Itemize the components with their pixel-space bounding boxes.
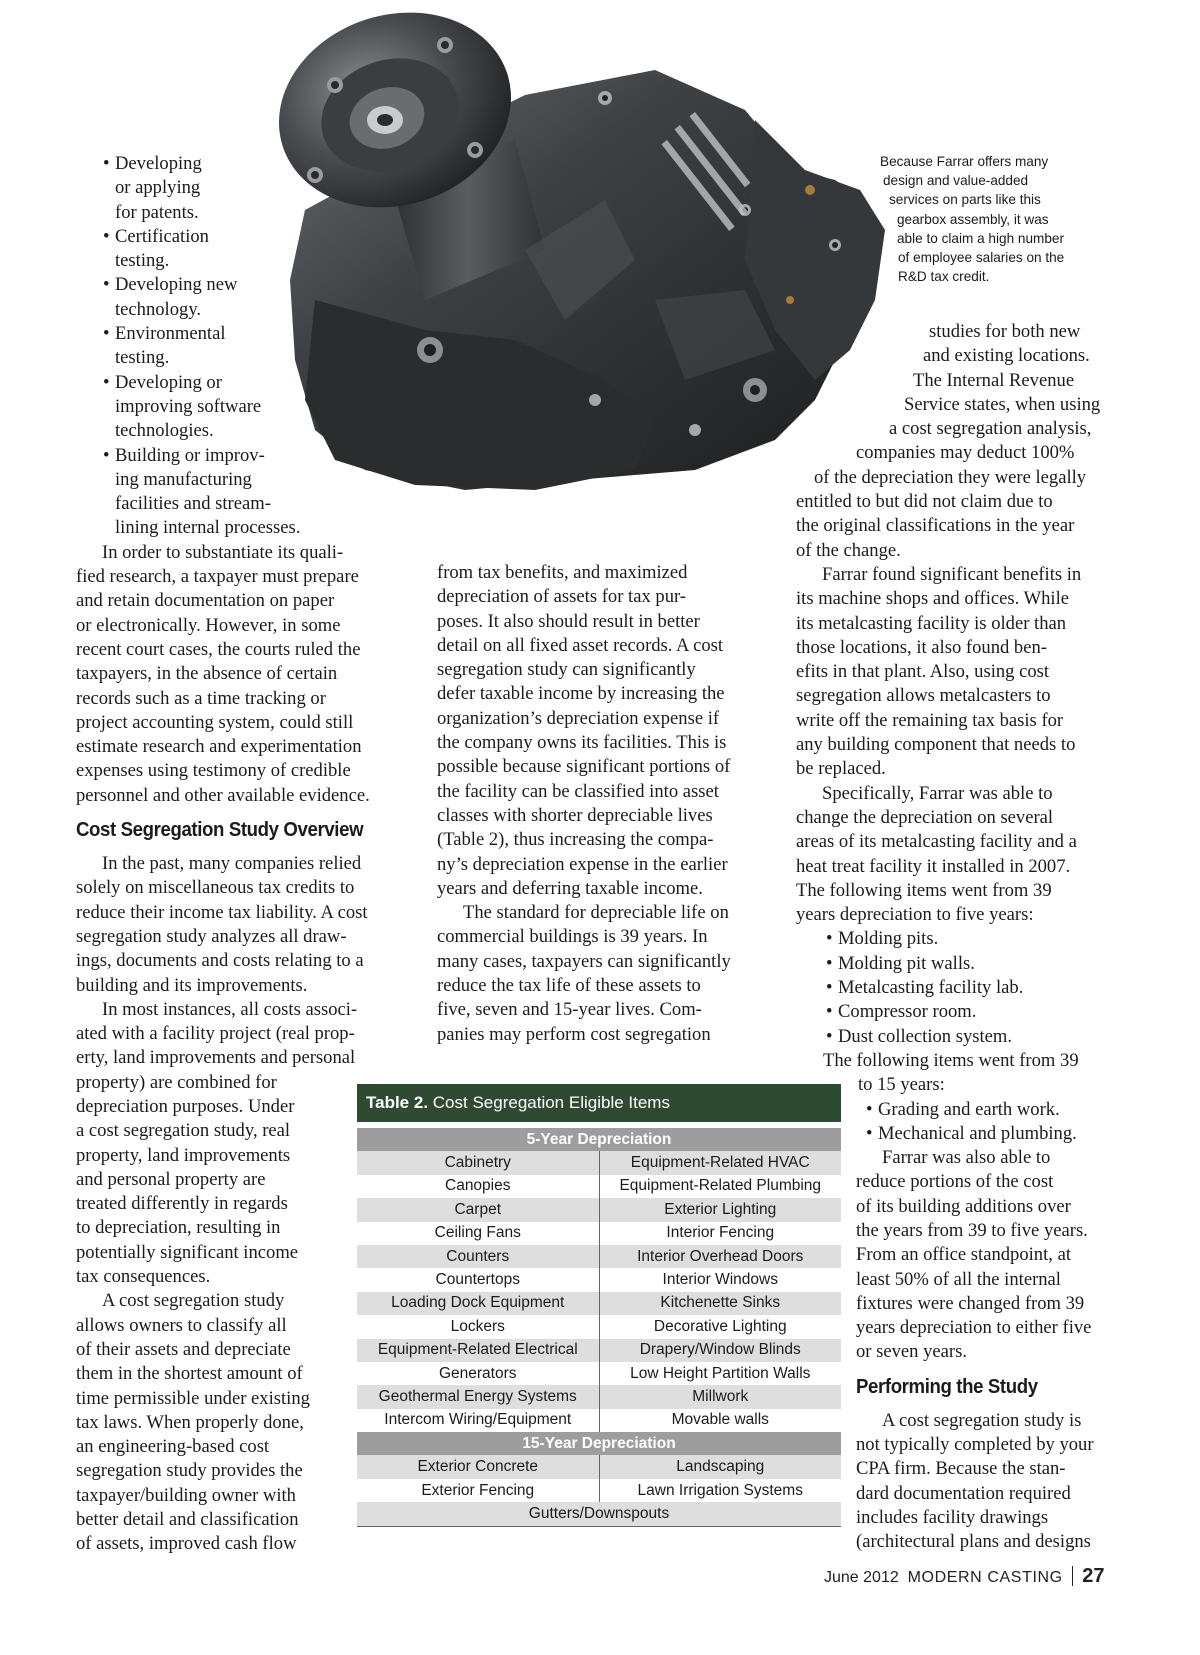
paragraph: The standard for depreciable life on commercial buildings is 39 years. In many cases, taxpayers can significantly reduce the tax life of these assets to five, seven and 15-year lives. Com- panies may perform cost segregation <box>437 902 731 1045</box>
fifteen-year-items-list <box>851 1098 1136 1147</box>
caption-line: design and value-added <box>883 173 1029 189</box>
column-right <box>796 320 1136 1555</box>
table-title <box>357 1084 841 1122</box>
table-row: Exterior Fencing Lawn Irrigation Systems <box>357 1479 841 1502</box>
list-item: • Compressor room. <box>811 1000 1136 1024</box>
table-row: Countertops Interior Windows <box>357 1268 841 1291</box>
table-label: Table 2. <box>366 1093 429 1112</box>
list-item: • Mechanical and plumbing. <box>851 1122 1136 1146</box>
paragraph: Farrar was also able to reduce portions of the cost of its building additions over the years from 39 to five years. From an office standpoint, at least 50% of all the internal fixtures were changed from 39 years depreciation to either five or seven years. <box>856 1147 1092 1363</box>
table-row: Lockers Decorative Lighting <box>357 1315 841 1338</box>
table-row: Canopies Equipment-Related Plumbing <box>357 1175 841 1198</box>
list-item: • Building or improv- ing manufacturing facilities and stream- lining internal processes. <box>88 444 406 541</box>
list-item: • Molding pits. <box>811 927 1136 951</box>
list-item: • Developing or applying for patents. <box>88 152 406 225</box>
footer-divider <box>1072 1566 1074 1586</box>
table-2 <box>357 1084 841 1527</box>
photo-caption <box>880 152 1140 286</box>
section-heading: Performing the Study <box>856 1375 1038 1398</box>
paragraph: In the past, many companies relied solely on miscellaneous tax credits to reduce their income tax liability. A cost segregation study analyzes all draw- ings, documents and costs relating to a building and its improvements. <box>76 853 368 996</box>
section-header-row: 5-Year Depreciation <box>357 1128 841 1151</box>
list-item: • Metalcasting facility lab. <box>811 976 1136 1000</box>
table-title-text: Cost Segregation Eligible Items <box>432 1093 670 1112</box>
table-row: Gutters/Downspouts <box>357 1502 841 1526</box>
table-row: Cabinetry Equipment-Related HVAC <box>357 1151 841 1174</box>
table-row: Intercom Wiring/Equipment Movable walls <box>357 1409 841 1432</box>
table-row: Equipment-Related Electrical Drapery/Window Blinds <box>357 1339 841 1362</box>
list-item: • Dust collection system. <box>811 1025 1136 1049</box>
magazine-name: MODERN CASTING <box>907 1569 1063 1586</box>
caption-line: of employee salaries on the <box>898 250 1065 266</box>
paragraph: Specifically, Farrar was able to change the depreciation on several areas of its metalcasting facility and a heat treat facility it installed in 2007. The following items went from 39 years depreciation to five years: <box>796 782 1077 926</box>
paragraph: from tax benefits, and maximized depreciation of assets for tax pur- poses. It also should result in better detail on all fixed asset records. A cost segregation study can significantly defer taxable income by increasing the organization’s depreciation expense if the company owns its facilities. This is possible because significant portions of the facility can be classified into asset classes with shorter depreciable lives (Table 2), thus increasing the compa- ny’s depreciation expense in the earlier years and deferring taxable income. <box>437 562 731 899</box>
depreciation-table <box>357 1128 841 1527</box>
research-activities-list <box>88 152 406 541</box>
list-item: • Developing or improving software technologies. <box>88 371 406 444</box>
caption-line: gearbox assembly, it was <box>897 211 1049 227</box>
paragraph: A cost segregation study allows owners to classify all of their assets and depreciate them in the shortest amount of time permissible under existing tax laws. When properly done, an engineering-based cost segregation study provides the taxpayer/building owner with better detail and classification of assets, improved cash flow <box>76 1290 310 1555</box>
column-middle <box>437 561 772 1047</box>
table-row: Carpet Exterior Lighting <box>357 1198 841 1221</box>
list-item: • Developing new technology. <box>88 273 406 322</box>
table-row: Counters Interior Overhead Doors <box>357 1245 841 1268</box>
paragraph: A cost segregation study is not typically completed by your CPA firm. Because the stan- dard documentation required includes facility drawings (architectural plans and designs <box>856 1409 1094 1553</box>
table-row: Exterior Concrete Landscaping <box>357 1455 841 1478</box>
table-row: Geothermal Energy Systems Millwork <box>357 1385 841 1408</box>
table-row: Generators Low Height Partition Walls <box>357 1362 841 1385</box>
table-row: Loading Dock Equipment Kitchenette Sinks <box>357 1292 841 1315</box>
section-header-row: 15-Year Depreciation <box>357 1432 841 1455</box>
page-footer <box>824 1565 1104 1588</box>
issue-date: June 2012 <box>824 1569 899 1586</box>
caption-line: services on parts like this <box>889 192 1041 208</box>
section-heading: Cost Segregation Study Overview <box>76 819 364 842</box>
list-item: • Environmental testing. <box>88 322 406 371</box>
paragraph: Farrar found significant benefits in its machine shops and offices. While its metalcasting facility is older than those locations, it also found ben- efits in that plant. Also, using cost segregation allows metalcasters to write off the remaining tax basis for any building component that needs to be replaced. <box>796 563 1082 780</box>
paragraph: In most instances, all costs associ- ated with a facility project (real prop- erty, land improvements and personal property) are combined for depreciation purposes. Under a cost segregation study, real property, land improvements and personal property are treated differently in regards to depreciation, resulting in potentially significant income tax consequences. <box>76 998 358 1288</box>
table-row: Ceiling Fans Interior Fencing <box>357 1222 841 1245</box>
five-year-items-list <box>811 927 1136 1048</box>
page-number: 27 <box>1082 1565 1105 1587</box>
paragraph: studies for both new and existing locations. The Internal Revenue Service states, when using a cost segregation analysis, companies may deduct 100% of the depreciation they were legally entitled to but did not claim due to the original classifications in the year of the change. <box>796 321 1101 561</box>
list-item: • Certification testing. <box>88 225 406 274</box>
caption-line: Because Farrar offers many <box>880 154 1049 169</box>
caption-line: able to claim a high number <box>897 230 1064 246</box>
list-item: • Molding pit walls. <box>811 952 1136 976</box>
caption-line: R&D tax credit. <box>898 269 990 285</box>
list-item: • Grading and earth work. <box>851 1098 1136 1122</box>
paragraph: In order to substantiate its quali- fied research, a taxpayer must prepare and retain documentation on paper or electronically. However, in some recent court cases, the courts ruled the taxpayers, in the absence of certain records such as a time tracking or project accounting system, could still estimate research and experimentation expenses using testimony of credible personnel and other available evidence. <box>76 541 370 806</box>
paragraph: The following items went from 39 to 15 years: <box>823 1049 1079 1096</box>
